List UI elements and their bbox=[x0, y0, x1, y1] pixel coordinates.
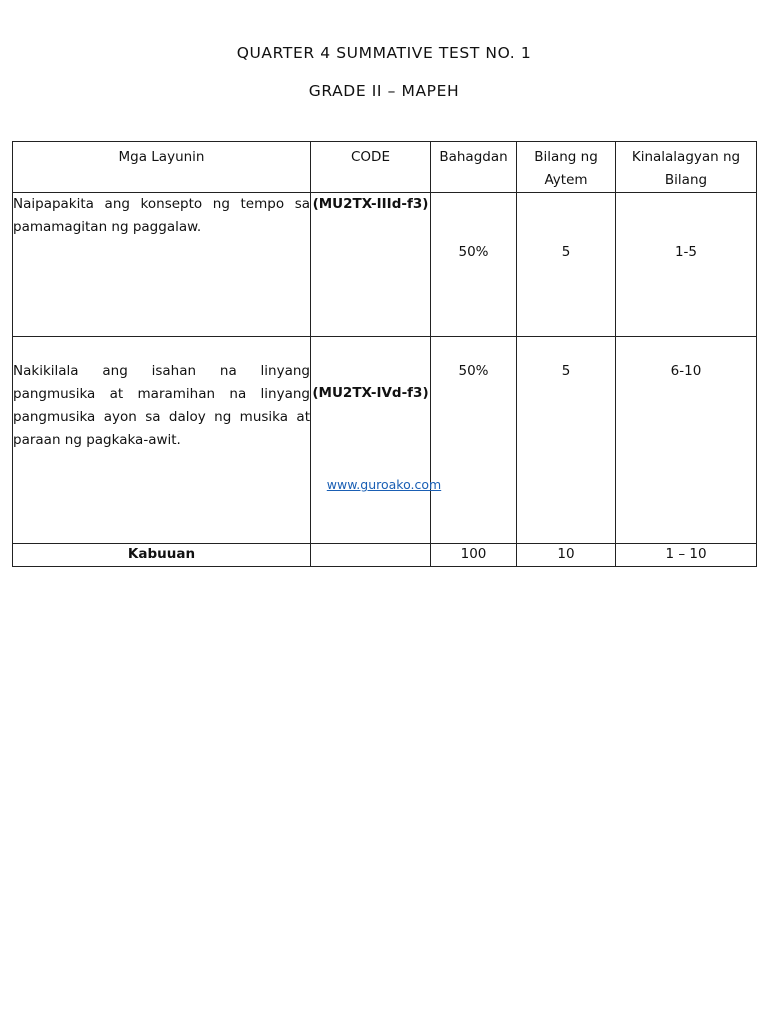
total-bahagdan-cell: 100 bbox=[431, 544, 517, 567]
bahagdan-cell: 50% bbox=[431, 337, 517, 544]
objective-cell: Nakikilala ang isahan na linyang pangmusika at maramihan na linyang pangmusika ayon sa daloy ng musika at paraan ng pagkaka-awit. bbox=[13, 337, 311, 544]
document-subtitle: GRADE II – MAPEH bbox=[308, 82, 460, 100]
table-header-row bbox=[13, 142, 757, 193]
column-header-bahagdan: Bahagdan bbox=[431, 142, 517, 193]
bilang-cell: 5 bbox=[517, 193, 616, 337]
table-row bbox=[13, 337, 757, 544]
code-cell: (MU2TX-IVd-f3) bbox=[311, 337, 431, 544]
column-header-mga-layunin: Mga Layunin bbox=[13, 142, 311, 193]
column-header-bilang-ng-aytem: Bilang ng Aytem bbox=[517, 142, 616, 193]
kinalalagyan-cell: 6-10 bbox=[616, 337, 757, 544]
table-row bbox=[13, 193, 757, 337]
total-bilang-cell: 10 bbox=[517, 544, 616, 567]
kinalalagyan-cell: 1-5 bbox=[616, 193, 757, 337]
total-label: Kabuuan bbox=[13, 544, 311, 567]
column-header-code: CODE bbox=[311, 142, 431, 193]
bilang-cell: 5 bbox=[517, 337, 616, 544]
website-link[interactable]: www.guroako.com bbox=[326, 477, 442, 492]
column-header-kinalalagyan-ng-bilang: Kinalalagyan ng Bilang bbox=[616, 142, 757, 193]
code-cell: (MU2TX-IIId-f3) bbox=[311, 193, 431, 337]
table-of-specifications bbox=[12, 141, 757, 567]
total-kinalalagyan-cell: 1 – 10 bbox=[616, 544, 757, 567]
bahagdan-cell: 50% bbox=[431, 193, 517, 337]
total-code-cell bbox=[311, 544, 431, 567]
total-row bbox=[13, 544, 757, 567]
document-title: QUARTER 4 SUMMATIVE TEST NO. 1 bbox=[236, 44, 532, 62]
objective-cell: Naipapakita ang konsepto ng tempo sa pamamagitan ng paggalaw. bbox=[13, 193, 311, 337]
